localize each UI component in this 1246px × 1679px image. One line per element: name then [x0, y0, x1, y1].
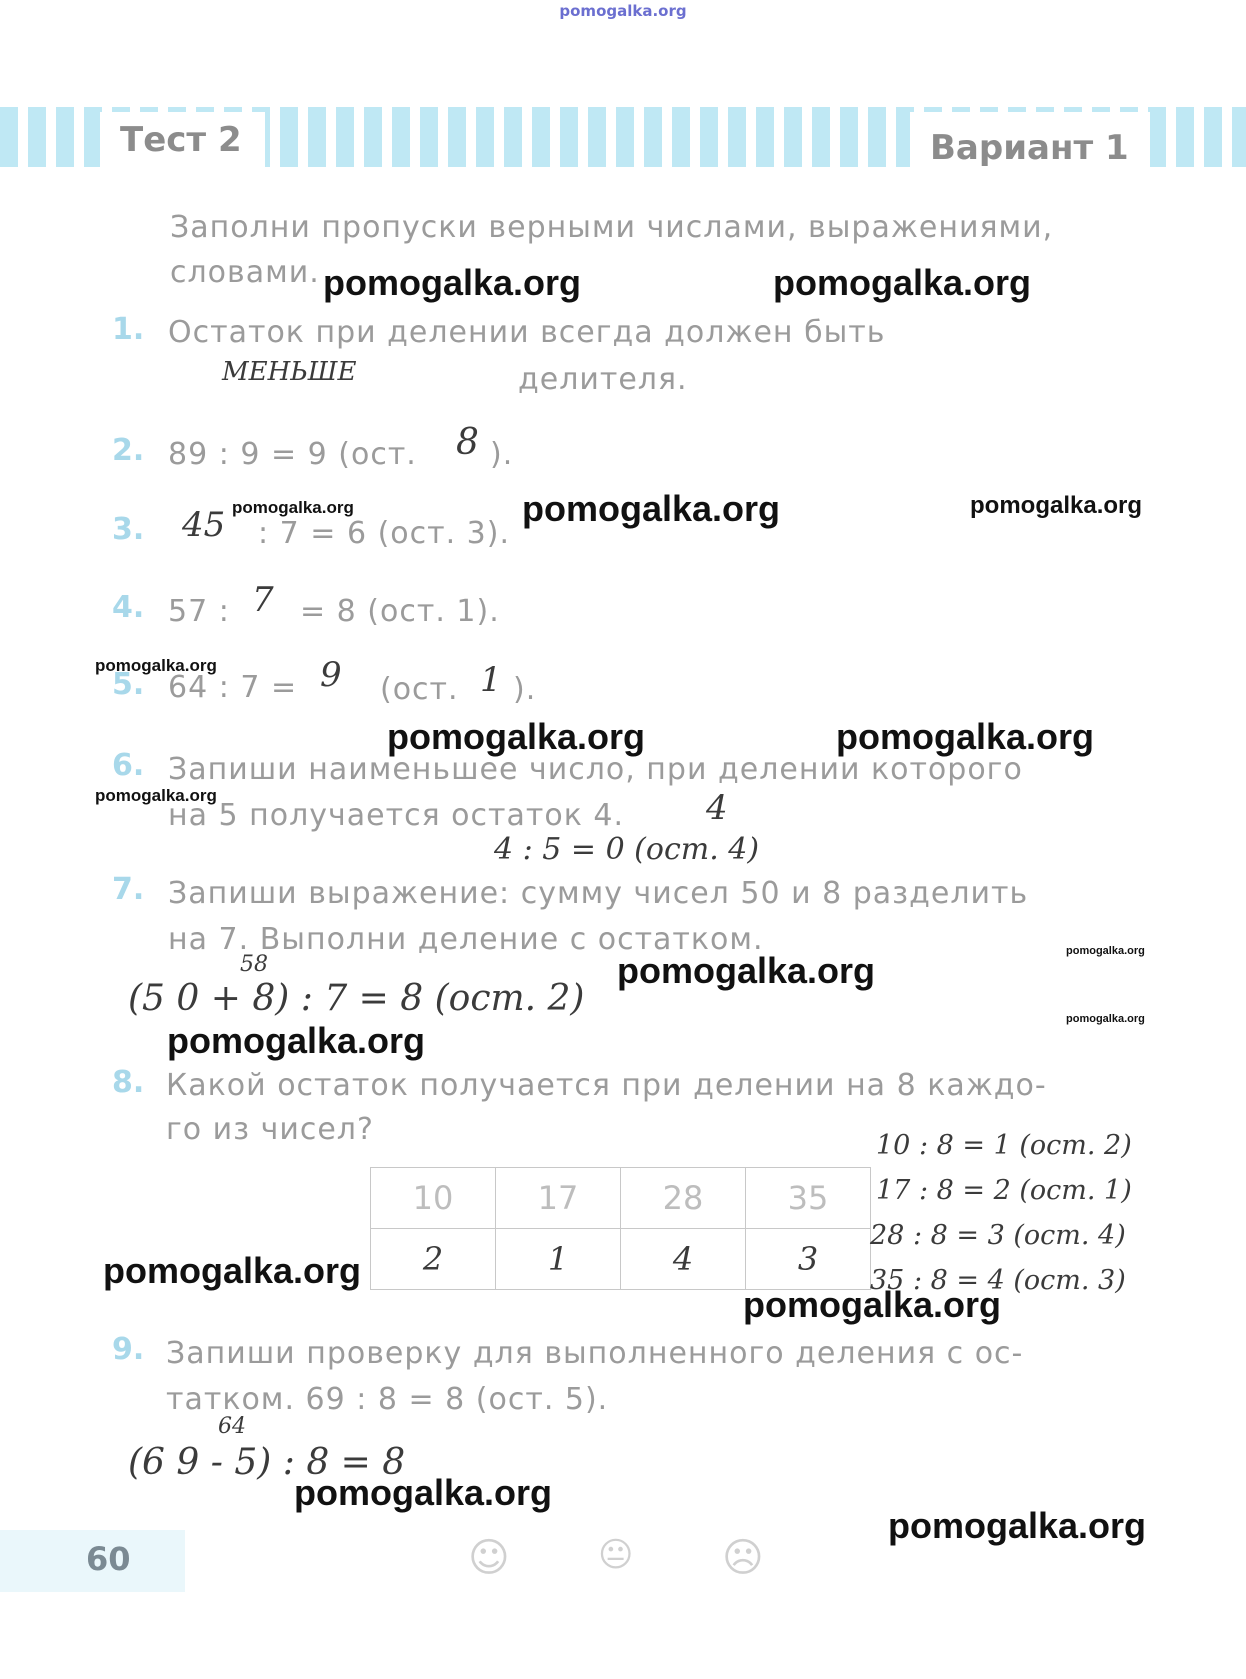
watermark: pomogalka.org — [970, 492, 1143, 519]
watermark: pomogalka.org — [773, 262, 1032, 303]
task3-expression: : 7 = 6 (ост. 3). — [258, 516, 510, 551]
task8-number: 8. — [112, 1065, 145, 1100]
task8-work-line1: 10 : 8 = 1 (ост. 2) — [876, 1130, 1132, 1161]
watermark: pomogalka.org — [743, 1284, 1002, 1325]
watermark: pomogalka.org — [95, 786, 217, 805]
task8-work-line3: 28 : 8 = 3 (ост. 4) — [870, 1220, 1126, 1251]
task9-work: (6 9 - 5) : 8 = 8 — [128, 1442, 406, 1483]
smile-face-icon: ☺ — [468, 1535, 510, 1581]
watermark: pomogalka.org — [617, 950, 876, 991]
task7-line2: на 7. Выполни деление с остатком. — [168, 922, 764, 957]
task8-line1: Какой остаток получается при делении на 8 каждо- — [166, 1068, 1047, 1103]
watermark: pomogalka.org — [103, 1250, 362, 1291]
table-cell: 4 — [621, 1229, 746, 1290]
task5-expression: 64 : 7 = — [168, 670, 298, 705]
task5-close: ). — [513, 672, 537, 707]
neutral-face-icon: 😐 — [598, 1535, 634, 1575]
task8-work-line4: 35 : 8 = 4 (ост. 3) — [870, 1265, 1126, 1296]
watermark: pomogalka.org — [522, 488, 781, 529]
task3-answer: 45 — [182, 505, 226, 545]
task3-number: 3. — [112, 512, 145, 547]
task7-note: 58 — [240, 952, 268, 977]
watermark: pomogalka.org — [294, 1472, 553, 1513]
task6-line2: на 5 получается остаток 4. — [168, 798, 624, 833]
page-number: 60 — [86, 1540, 131, 1578]
test-title: Тест 2 — [120, 120, 242, 160]
remainder-table — [370, 1167, 871, 1290]
task5-answer-quotient: 9 — [320, 655, 342, 695]
task9-line1: Запиши проверку для выполненного деления с ос- — [166, 1336, 1024, 1371]
watermark: pomogalka.org — [1066, 1013, 1145, 1025]
variant-title: Вариант 1 — [930, 128, 1129, 168]
task2-answer: 8 — [456, 422, 479, 463]
task1-line1: Остаток при делении всегда должен быть — [168, 315, 886, 350]
table-row-numbers — [371, 1168, 871, 1229]
task9-note: 64 — [218, 1414, 246, 1439]
task5-remainder-label: (ост. — [380, 672, 459, 707]
task6-work: 4 : 5 = 0 (ост. 4) — [494, 832, 760, 867]
sad-face-icon: ☹ — [722, 1535, 764, 1581]
task5-number: 5. — [112, 667, 145, 702]
site-watermark-top: pomogalka.org — [559, 2, 687, 20]
watermark: pomogalka.org — [167, 1020, 426, 1061]
task6-number: 6. — [112, 748, 145, 783]
task8-work-line2: 17 : 8 = 2 (ост. 1) — [876, 1175, 1132, 1206]
table-cell: 3 — [746, 1229, 871, 1290]
task5-answer-remainder: 1 — [480, 660, 502, 700]
table-cell: 28 — [621, 1168, 746, 1229]
task4-dividend: 57 : — [168, 594, 230, 629]
watermark: pomogalka.org — [387, 716, 646, 757]
task8-line2: го из чисел? — [166, 1112, 374, 1147]
table-row-remainders — [371, 1229, 871, 1290]
task9-number: 9. — [112, 1332, 145, 1367]
task1-answer: МЕНЬШЕ — [222, 357, 357, 387]
watermark: pomogalka.org — [836, 716, 1095, 757]
task4-rest: = 8 (ост. 1). — [300, 594, 500, 629]
task2-close: ). — [490, 437, 514, 472]
intro-line1: Заполни пропуски верными числами, выражениями, — [170, 210, 1054, 245]
table-cell: 10 — [371, 1168, 496, 1229]
task1-number: 1. — [112, 312, 145, 347]
task7-work: (5 0 + 8) : 7 = 8 (ост. 2) — [128, 978, 585, 1019]
task9-line2: татком. 69 : 8 = 8 (ост. 5). — [166, 1382, 609, 1417]
task6-answer: 4 — [706, 788, 728, 828]
table-cell: 1 — [496, 1229, 621, 1290]
table-cell: 2 — [371, 1229, 496, 1290]
task4-answer: 7 — [252, 580, 274, 620]
watermark: pomogalka.org — [1066, 945, 1145, 957]
intro-line2: словами. — [170, 255, 320, 290]
task6-line1: Запиши наименьшее число, при делении которого — [168, 752, 1023, 787]
task2-expression: 89 : 9 = 9 (ост. — [168, 437, 417, 472]
watermark: pomogalka.org — [95, 656, 217, 675]
table-cell: 35 — [746, 1168, 871, 1229]
task4-number: 4. — [112, 590, 145, 625]
watermark: pomogalka.org — [323, 262, 582, 303]
watermark: pomogalka.org — [888, 1505, 1147, 1546]
task7-number: 7. — [112, 872, 145, 907]
task2-number: 2. — [112, 433, 145, 468]
task7-line1: Запиши выражение: сумму чисел 50 и 8 разделить — [168, 876, 1029, 911]
task1-line2: делителя. — [518, 362, 688, 397]
watermark: pomogalka.org — [232, 498, 354, 517]
table-cell: 17 — [496, 1168, 621, 1229]
